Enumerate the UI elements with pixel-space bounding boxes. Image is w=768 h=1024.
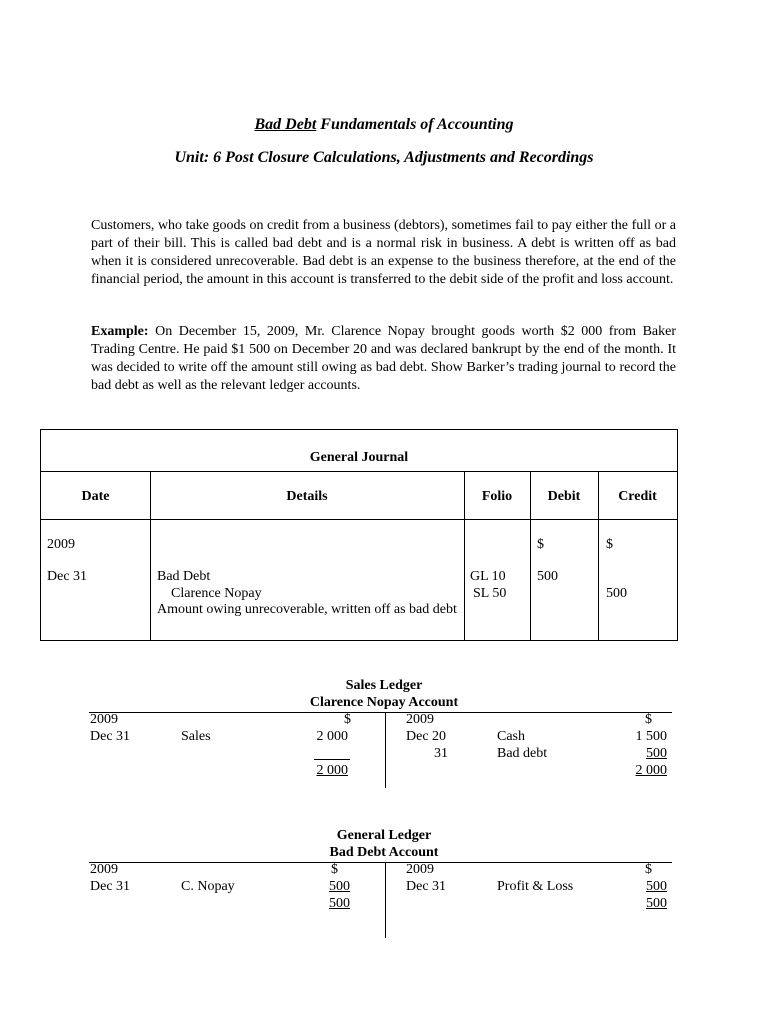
general-journal-table (40, 429, 678, 641)
example-label: Example: (91, 324, 149, 339)
gl-right-amount: 500 (646, 879, 667, 894)
journal-header-details: Details (286, 489, 328, 504)
sales-right-amount-2: 500 (646, 746, 667, 761)
document-subtitle: Unit: 6 Post Closure Calculations, Adjustments and Recordings (174, 149, 594, 166)
journal-credit-currency: $ (606, 537, 613, 552)
document-title (0, 116, 768, 134)
sales-left-year: 2009 (90, 712, 118, 727)
gl-left-total: 500 (329, 896, 350, 911)
journal-debit-amount: 500 (537, 569, 558, 584)
gl-left-year: 2009 (90, 862, 118, 877)
journal-header-folio: Folio (481, 489, 513, 504)
intro-paragraph: Customers, who take goods on credit from a business (debtors), sometimes fail to pay either the full or a part of their bill. This is called bad debt and is a normal risk in business. A debt is written off as bad when it is considered unrecoverable. Bad debt is an expense to the business therefore, at the end of the financial period, the amount in this account is transferred to the debit side of the profit and loss account. (91, 218, 676, 287)
journal-header-debit: Debit (547, 489, 581, 504)
journal-header-credit: Credit (618, 489, 657, 504)
title-underlined: Bad Debt (254, 116, 317, 133)
sales-right-desc-1: Cash (497, 729, 525, 744)
sales-left-amount: 2 000 (316, 729, 348, 744)
gl-right-currency: $ (645, 862, 652, 877)
sales-right-year: 2009 (406, 712, 434, 727)
sales-left-date: Dec 31 (90, 729, 131, 744)
journal-folio-gl: GL 10 (470, 569, 506, 584)
title-rest: Fundamentals of Accounting (316, 116, 514, 133)
sales-left-currency: $ (344, 712, 351, 727)
general-ledger-title: General Ledger (336, 828, 432, 843)
sales-right-desc-2: Bad debt (497, 746, 548, 761)
gl-right-date: Dec 31 (406, 879, 447, 894)
bad-debt-account-title: Bad Debt Account (329, 845, 439, 860)
sales-account-title: Clarence Nopay Account (309, 695, 459, 710)
journal-title: General Journal (309, 450, 409, 465)
journal-header-date: Date (81, 489, 110, 504)
sales-left-total: 2 000 (316, 763, 348, 778)
journal-date: Dec 31 (47, 569, 88, 584)
sales-right-amount-1: 1 500 (635, 729, 667, 744)
journal-detail-credit: Clarence Nopay (171, 586, 262, 601)
sales-ledger-title: Sales Ledger (345, 678, 423, 693)
example-paragraph (91, 323, 676, 395)
journal-folio-sl: SL 50 (473, 586, 507, 601)
gl-left-date: Dec 31 (90, 879, 131, 894)
example-text: On December 15, 2009, Mr. Clarence Nopay brought goods worth $2 000 from Baker Trading Centre. He paid $1 500 on December 20 and was declared bankrupt by the end of the month. It was decided to write off the amount still owing as bad debt. Show Barker’s trading journal to record the bad debt as well as the relevant ledger accounts. (91, 324, 676, 393)
journal-debit-currency: $ (537, 537, 544, 552)
sales-left-desc: Sales (181, 729, 211, 744)
sales-right-total: 2 000 (635, 763, 667, 778)
sales-right-currency: $ (645, 712, 652, 727)
gl-left-currency: $ (331, 862, 338, 877)
journal-narration: Amount owing unrecoverable, written off as bad debt (157, 602, 457, 617)
gl-left-amount: 500 (329, 879, 350, 894)
journal-year: 2009 (47, 537, 75, 552)
journal-detail-debit: Bad Debt (157, 569, 211, 584)
sales-right-date-2: 31 (434, 746, 448, 761)
gl-left-desc: C. Nopay (181, 879, 235, 894)
gl-right-desc: Profit & Loss (497, 879, 574, 894)
gl-right-year: 2009 (406, 862, 434, 877)
sales-right-date-1: Dec 20 (406, 729, 447, 744)
journal-credit-amount: 500 (606, 586, 627, 601)
gl-right-total: 500 (646, 896, 667, 911)
